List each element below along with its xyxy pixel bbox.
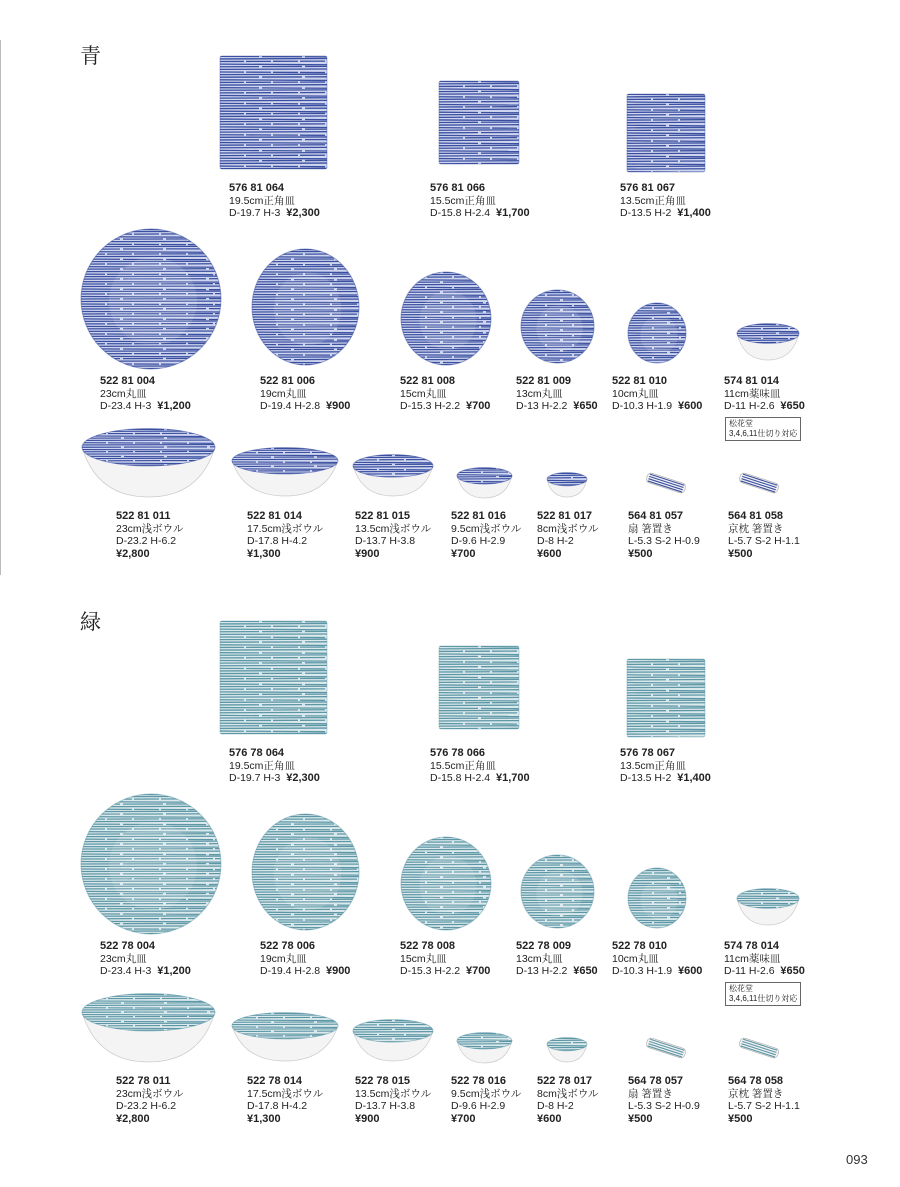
product-code: 522 78 016: [451, 1075, 507, 1087]
shokado-compatibility-note: [725, 982, 801, 1006]
shokado-compatibility-note: [725, 417, 801, 441]
product-label: [628, 1075, 700, 1125]
chopstick-rest-image: [737, 474, 781, 492]
product-price: ¥2,300: [286, 772, 320, 784]
product-price: ¥600: [677, 965, 703, 977]
product-code: 522 78 008: [400, 940, 456, 952]
section-title: 青: [80, 44, 101, 68]
product-dimensions: D-9.6 H-2.9: [451, 1100, 506, 1112]
product-price: ¥700: [465, 400, 491, 412]
product-dimensions: D-17.8 H-4.2: [247, 1100, 308, 1112]
product-price: ¥650: [573, 400, 598, 412]
product-price: ¥900: [325, 400, 351, 412]
product-code: 522 78 017: [537, 1075, 593, 1087]
product-dimensions: D-23.2 H-6.2: [116, 535, 177, 547]
product-label: [355, 1075, 431, 1125]
product-price: ¥600: [537, 1112, 562, 1125]
product-label: [100, 375, 191, 413]
product-name: 9.5cm浅ボウル: [451, 522, 522, 535]
product-name: 19.5cm正角皿: [229, 759, 295, 772]
product-label: [247, 510, 323, 560]
product-price: ¥1,200: [157, 400, 191, 412]
product-name: 11cm薬味皿: [724, 387, 781, 400]
product-name: 京枕 箸置き: [728, 1087, 784, 1100]
product-label: [537, 510, 599, 560]
product-code: 522 81 014: [247, 510, 303, 522]
product-code: 522 78 015: [355, 1075, 411, 1087]
product-code: 576 81 066: [430, 182, 486, 194]
product-price: ¥2,800: [116, 1112, 150, 1125]
product-label: [247, 1075, 323, 1125]
product-label: [620, 747, 711, 785]
product-code: 576 81 067: [620, 182, 676, 194]
product-dimensions: L-5.3 S-2 H-0.9: [628, 535, 700, 547]
product-dimensions: D-13.5 H-2: [620, 207, 672, 219]
bowl-image: [352, 454, 434, 497]
product-label: [728, 1075, 800, 1125]
product-label: [451, 1075, 521, 1125]
product-label: [400, 375, 490, 413]
product-name: 8cm浅ボウル: [537, 522, 599, 535]
product-dimensions: D-17.8 H-4.2: [247, 535, 308, 547]
product-code: 522 78 006: [260, 940, 316, 952]
product-price: ¥700: [451, 1112, 476, 1125]
round-plate-image: [400, 271, 492, 366]
product-label: [620, 182, 711, 220]
product-label: [628, 510, 700, 560]
product-code: 522 81 004: [100, 375, 156, 387]
product-price: ¥1,300: [247, 1112, 281, 1125]
product-dimensions: D-15.8 H-2.4: [430, 207, 491, 219]
product-price: ¥1,700: [495, 772, 530, 784]
product-code: 576 78 064: [229, 747, 285, 759]
bowl-image: [546, 1037, 588, 1063]
product-code: 522 81 009: [516, 375, 572, 387]
product-dimensions: D-11 H-2.6: [724, 400, 775, 412]
bowl-image: [231, 447, 339, 497]
chopstick-rest-image: [644, 474, 688, 492]
product-label: [728, 510, 800, 560]
product-code: 576 81 064: [229, 182, 285, 194]
chopstick-rest-image: [737, 1039, 781, 1057]
round-plate-image: [80, 793, 222, 935]
product-price: ¥700: [465, 965, 491, 977]
product-label: [430, 747, 530, 785]
product-name: 10cm丸皿: [612, 952, 659, 965]
product-name: 8cm浅ボウル: [537, 1087, 599, 1100]
product-code: 564 78 057: [628, 1075, 684, 1087]
round-plate-image: [251, 248, 360, 366]
product-dimensions: D-19.7 H-3: [229, 207, 281, 219]
product-dimensions: D-19.4 H-2.8: [260, 400, 321, 412]
product-code: 576 78 067: [620, 747, 676, 759]
product-price: ¥650: [573, 965, 598, 977]
product-name: 13cm丸皿: [516, 387, 563, 400]
product-name: 15cm丸皿: [400, 387, 447, 400]
product-dimensions: D-15.3 H-2.2: [400, 400, 461, 412]
product-dimensions: D-11 H-2.6: [724, 965, 775, 977]
product-code: 564 81 058: [728, 510, 784, 522]
product-label: [724, 940, 805, 978]
product-name: 17.5cm浅ボウル: [247, 522, 324, 535]
product-dimensions: D-10.3 H-1.9: [612, 400, 673, 412]
product-code: 522 78 010: [612, 940, 668, 952]
product-name: 13.5cm正角皿: [620, 759, 686, 772]
product-code: 522 81 010: [612, 375, 668, 387]
note-title: 松花堂: [729, 419, 753, 428]
product-code: 574 81 014: [724, 375, 780, 387]
product-name: 23cm丸皿: [100, 952, 147, 965]
product-name: 13.5cm浅ボウル: [355, 1087, 432, 1100]
product-name: 23cm浅ボウル: [116, 1087, 184, 1100]
product-name: 13.5cm正角皿: [620, 194, 686, 207]
product-label: [612, 940, 702, 978]
product-dimensions: D-13 H-2.2: [516, 965, 568, 977]
bowl-image: [352, 1019, 434, 1062]
product-code: 522 78 014: [247, 1075, 303, 1087]
product-price: ¥500: [628, 547, 653, 560]
product-code: 522 78 011: [116, 1075, 171, 1087]
product-dimensions: D-8 H-2: [537, 535, 574, 547]
product-price: ¥900: [325, 965, 351, 977]
product-price: ¥1,400: [677, 207, 711, 219]
product-price: ¥2,800: [116, 547, 150, 560]
product-name: 京枕 箸置き: [728, 522, 784, 535]
bowl-image: [81, 428, 216, 498]
product-price: ¥500: [728, 1112, 753, 1125]
product-dimensions: D-9.6 H-2.9: [451, 535, 506, 547]
bowl-image: [456, 1032, 513, 1064]
product-price: ¥900: [355, 547, 380, 560]
product-name: 23cm浅ボウル: [116, 522, 184, 535]
product-price: ¥1,300: [247, 547, 281, 560]
product-code: 522 78 004: [100, 940, 156, 952]
bowl-image: [456, 467, 513, 499]
product-name: 19.5cm正角皿: [229, 194, 295, 207]
product-code: 522 81 008: [400, 375, 456, 387]
product-name: 19cm丸皿: [260, 952, 307, 965]
product-name: 扇 箸置き: [628, 1087, 673, 1100]
product-name: 11cm薬味皿: [724, 952, 781, 965]
product-price: ¥650: [780, 965, 805, 977]
product-name: 23cm丸皿: [100, 387, 147, 400]
product-dimensions: D-13.5 H-2: [620, 772, 672, 784]
product-dimensions: D-19.7 H-3: [229, 772, 281, 784]
product-dimensions: L-5.3 S-2 H-0.9: [628, 1100, 700, 1112]
page-number: 093: [846, 1152, 868, 1167]
product-name: 19cm丸皿: [260, 387, 307, 400]
product-name: 15.5cm正角皿: [430, 759, 496, 772]
product-price: ¥1,700: [495, 207, 530, 219]
round-plate-image: [251, 813, 360, 931]
product-dimensions: D-10.3 H-1.9: [612, 965, 673, 977]
product-label: [116, 510, 183, 560]
product-name: 13cm丸皿: [516, 952, 563, 965]
product-dimensions: D-13 H-2.2: [516, 400, 568, 412]
product-dimensions: D-8 H-2: [537, 1100, 574, 1112]
product-label: [400, 940, 490, 978]
bowl-image: [736, 888, 800, 926]
product-dimensions: L-5.7 S-2 H-1.1: [728, 535, 800, 547]
product-name: 10cm丸皿: [612, 387, 659, 400]
product-label: [537, 1075, 599, 1125]
square-plate-image: [626, 658, 706, 738]
product-label: [260, 375, 350, 413]
product-dimensions: D-15.8 H-2.4: [430, 772, 491, 784]
note-title: 松花堂: [729, 984, 753, 993]
product-price: ¥2,300: [286, 207, 320, 219]
product-name: 17.5cm浅ボウル: [247, 1087, 324, 1100]
product-code: 522 81 016: [451, 510, 507, 522]
product-name: 9.5cm浅ボウル: [451, 1087, 522, 1100]
product-code: 522 81 017: [537, 510, 593, 522]
product-label: [516, 375, 598, 413]
product-price: ¥700: [451, 547, 476, 560]
product-dimensions: D-23.4 H-3: [100, 965, 152, 977]
product-dimensions: D-23.4 H-3: [100, 400, 152, 412]
product-label: [355, 510, 431, 560]
product-price: ¥500: [628, 1112, 653, 1125]
product-label: [724, 375, 805, 413]
product-label: [451, 510, 521, 560]
product-dimensions: D-19.4 H-2.8: [260, 965, 321, 977]
product-dimensions: L-5.7 S-2 H-1.1: [728, 1100, 800, 1112]
section-title: 緑: [80, 610, 101, 634]
round-plate-image: [520, 854, 595, 929]
product-price: ¥600: [677, 400, 703, 412]
product-dimensions: D-15.3 H-2.2: [400, 965, 461, 977]
product-label: [430, 182, 530, 220]
product-label: [229, 747, 320, 785]
chopstick-rest-image: [644, 1039, 688, 1057]
product-dimensions: D-13.7 H-3.8: [355, 1100, 416, 1112]
square-plate-image: [219, 55, 328, 170]
product-price: ¥500: [728, 547, 753, 560]
page-edge-line: [0, 40, 1, 575]
bowl-image: [546, 472, 588, 498]
round-plate-image: [627, 867, 687, 929]
product-price: ¥600: [537, 547, 562, 560]
bowl-image: [736, 323, 800, 361]
product-label: [100, 940, 191, 978]
product-code: 564 81 057: [628, 510, 684, 522]
product-name: 扇 箸置き: [628, 522, 673, 535]
product-name: 15cm丸皿: [400, 952, 447, 965]
product-price: ¥650: [780, 400, 805, 412]
note-detail: 3,4,6,11仕切り対応: [729, 429, 798, 438]
round-plate-image: [627, 302, 687, 364]
product-dimensions: D-13.7 H-3.8: [355, 535, 416, 547]
square-plate-image: [438, 80, 520, 165]
note-detail: 3,4,6,11仕切り対応: [729, 994, 798, 1003]
round-plate-image: [400, 836, 492, 931]
square-plate-image: [438, 645, 520, 730]
square-plate-image: [219, 620, 328, 735]
product-price: ¥1,200: [157, 965, 191, 977]
product-label: [116, 1075, 183, 1125]
bowl-image: [81, 993, 216, 1063]
product-code: 574 78 014: [724, 940, 780, 952]
product-code: 564 78 058: [728, 1075, 784, 1087]
product-price: ¥900: [355, 1112, 380, 1125]
product-dimensions: D-23.2 H-6.2: [116, 1100, 177, 1112]
product-code: 522 78 009: [516, 940, 572, 952]
product-code: 522 81 006: [260, 375, 316, 387]
square-plate-image: [626, 93, 706, 173]
round-plate-image: [80, 228, 222, 370]
product-code: 522 81 015: [355, 510, 411, 522]
product-name: 15.5cm正角皿: [430, 194, 496, 207]
bowl-image: [231, 1012, 339, 1062]
product-label: [229, 182, 320, 220]
product-name: 13.5cm浅ボウル: [355, 522, 432, 535]
product-price: ¥1,400: [677, 772, 711, 784]
round-plate-image: [520, 289, 595, 364]
product-label: [260, 940, 350, 978]
product-code: 522 81 011: [116, 510, 171, 522]
product-label: [516, 940, 598, 978]
product-label: [612, 375, 702, 413]
product-code: 576 78 066: [430, 747, 486, 759]
